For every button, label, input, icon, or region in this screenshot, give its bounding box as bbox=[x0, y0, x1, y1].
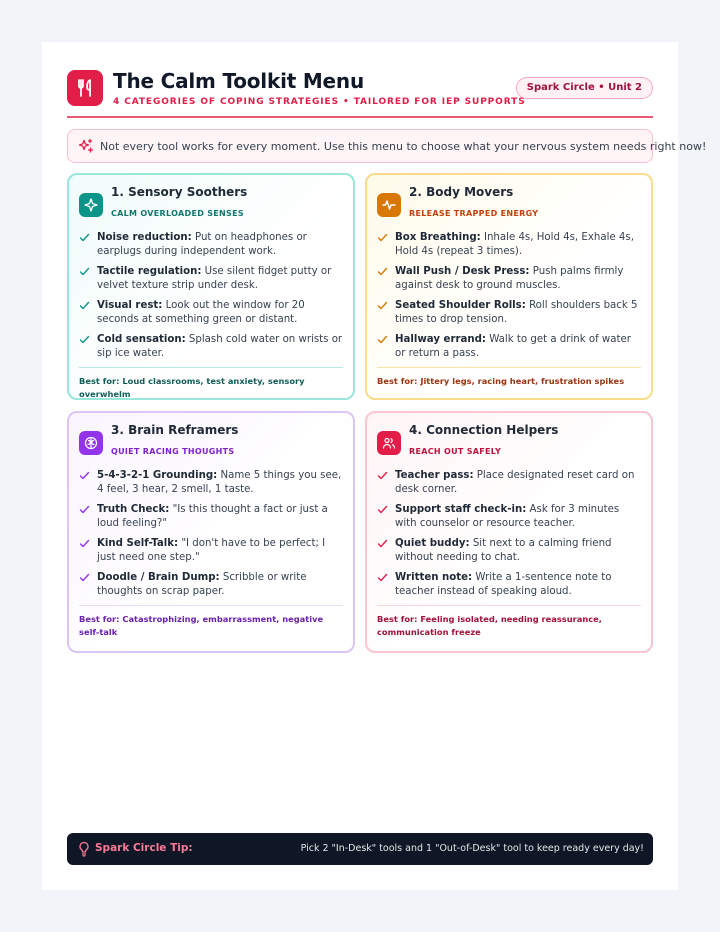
check-icon bbox=[79, 232, 90, 248]
list-item: Support staff check-in: Ask for 3 minutes with counselor or resource teacher. bbox=[377, 503, 641, 531]
list-item: Noise reduction: Put on headphones or earplugs during independent work. bbox=[79, 231, 343, 259]
check-icon bbox=[377, 470, 388, 486]
card-connection-helpers bbox=[365, 411, 653, 653]
best-for-note: Best for: Jittery legs, racing heart, frustration spikes bbox=[377, 376, 625, 386]
check-icon bbox=[79, 266, 90, 282]
card-subtitle: QUIET RACING THOUGHTS bbox=[111, 447, 235, 456]
card-body-movers bbox=[365, 173, 653, 400]
strategy-list bbox=[79, 469, 343, 605]
best-for-note: Best for: Catastrophizing, embarrassment, negative self-talk bbox=[79, 614, 324, 637]
check-icon bbox=[79, 300, 90, 316]
card-divider bbox=[377, 605, 641, 606]
best-for-note: Best for: Feeling isolated, needing reassurance, communication freeze bbox=[377, 614, 602, 637]
toolkit-page bbox=[42, 42, 707, 890]
list-item: Truth Check: "Is this thought a fact or just a loud feeling?" bbox=[79, 503, 343, 531]
tip-text: Pick 2 "In-Desk" tools and 1 "Out-of-Desk" tool to keep ready every day! bbox=[300, 843, 644, 854]
list-item: Teacher pass: Place designated reset card on desk corner. bbox=[377, 469, 641, 497]
check-icon bbox=[79, 504, 90, 520]
list-item: Hallway errand: Walk to get a drink of water or return a pass. bbox=[377, 333, 641, 361]
check-icon bbox=[79, 572, 90, 588]
header-divider bbox=[67, 116, 653, 118]
card-sensory-soothers bbox=[67, 173, 355, 400]
check-icon bbox=[377, 300, 388, 316]
card-subtitle: RELEASE TRAPPED ENERGY bbox=[409, 209, 539, 218]
card-subtitle: REACH OUT SAFELY bbox=[409, 447, 502, 456]
list-item: Written note: Write a 1-sentence note to teacher instead of speaking aloud. bbox=[377, 571, 641, 599]
tip-label: Spark Circle Tip: bbox=[95, 842, 193, 854]
list-item: Kind Self-Talk: "I don't have to be perfect; I just need one step." bbox=[79, 537, 343, 565]
card-divider bbox=[377, 367, 641, 368]
list-item: 5-4-3-2-1 Grounding: Name 5 things you see, 4 feel, 3 hear, 2 smell, 1 taste. bbox=[79, 469, 343, 497]
intro-text: Not every tool works for every moment. Use this menu to choose what your nervous system needs right now! bbox=[100, 140, 707, 153]
list-item: Quiet buddy: Sit next to a calming friend without needing to chat. bbox=[377, 537, 641, 565]
list-item: Tactile regulation: Use silent fidget putty or velvet texture strip under desk. bbox=[79, 265, 343, 293]
sparkle-star-icon bbox=[79, 193, 103, 217]
card-divider bbox=[79, 605, 343, 606]
strategy-list bbox=[377, 469, 641, 605]
list-item: Seated Shoulder Rolls: Roll shoulders back 5 times to drop tension. bbox=[377, 299, 641, 327]
list-item: Cold sensation: Splash cold water on wrists or sip ice water. bbox=[79, 333, 343, 361]
users-icon bbox=[377, 431, 401, 455]
list-item: Visual rest: Look out the window for 20 seconds at something green or distant. bbox=[79, 299, 343, 327]
card-brain-reframers bbox=[67, 411, 355, 653]
pulse-icon bbox=[377, 193, 401, 217]
card-subtitle: CALM OVERLOADED SENSES bbox=[111, 209, 244, 218]
check-icon bbox=[79, 470, 90, 486]
check-icon bbox=[377, 266, 388, 282]
utensils-icon bbox=[67, 70, 103, 106]
header bbox=[67, 69, 653, 119]
list-item: Wall Push / Desk Press: Push palms firmly against desk to ground muscles. bbox=[377, 265, 641, 293]
list-item: Box Breathing: Inhale 4s, Hold 4s, Exhale 4s, Hold 4s (repeat 3 times). bbox=[377, 231, 641, 259]
tip-bar bbox=[67, 833, 653, 865]
check-icon bbox=[377, 334, 388, 350]
card-title: 2. Body Movers bbox=[409, 185, 514, 199]
strategy-list bbox=[377, 231, 641, 367]
sparkles-icon bbox=[78, 138, 94, 158]
check-icon bbox=[79, 334, 90, 350]
card-title: 3. Brain Reframers bbox=[111, 423, 239, 437]
lightbulb-icon bbox=[78, 841, 90, 861]
strategy-list bbox=[79, 231, 343, 367]
check-icon bbox=[377, 572, 388, 588]
check-icon bbox=[377, 504, 388, 520]
page-title: The Calm Toolkit Menu bbox=[113, 69, 364, 93]
card-title: 4. Connection Helpers bbox=[409, 423, 559, 437]
check-icon bbox=[377, 538, 388, 554]
list-item: Doodle / Brain Dump: Scribble or write thoughts on scrap paper. bbox=[79, 571, 343, 599]
unit-badge: Spark Circle • Unit 2 bbox=[516, 77, 653, 99]
card-divider bbox=[79, 367, 343, 368]
check-icon bbox=[377, 232, 388, 248]
page-subtitle: 4 CATEGORIES OF COPING STRATEGIES • TAILORED FOR IEP SUPPORTS bbox=[113, 97, 526, 107]
card-title: 1. Sensory Soothers bbox=[111, 185, 248, 199]
intro-banner bbox=[67, 129, 707, 163]
best-for-note: Best for: Loud classrooms, test anxiety, sensory overwhelm bbox=[79, 376, 305, 399]
check-icon bbox=[79, 538, 90, 554]
brain-icon bbox=[79, 431, 103, 455]
